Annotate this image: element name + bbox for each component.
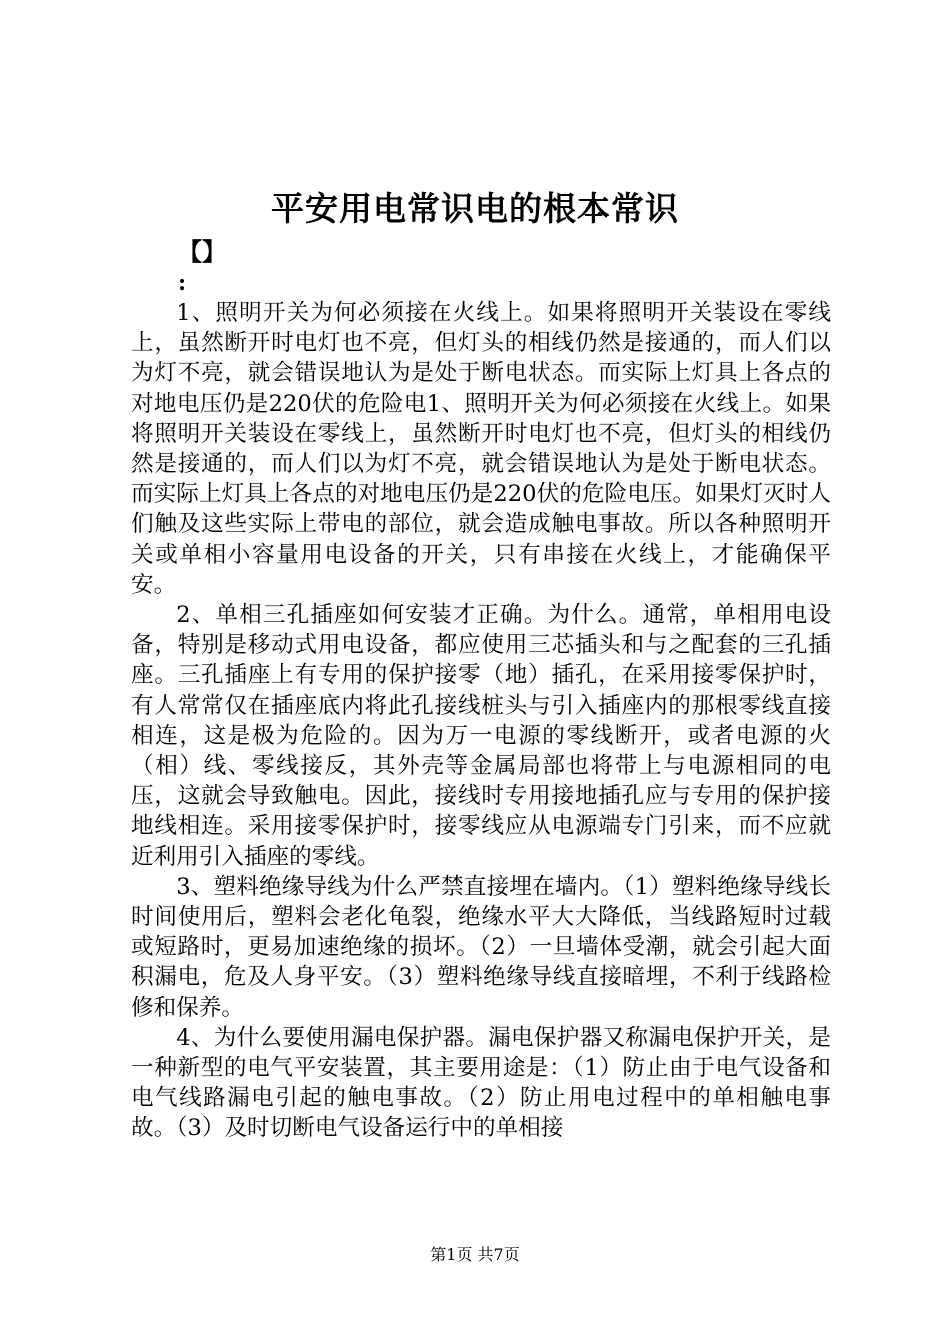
paragraph-4: 4、为什么要使用漏电保护器。漏电保护器又称漏电保护开关，是一种新型的电气平安装置，其主要用途是：（1）防止由于电气设备和电气线路漏电引起的触电事故。（2）防止用电过程中的单相触电事故。（3）及时切断电气设备运行中的单相接 <box>131 1024 831 1142</box>
page-title: 平安用电常识电的根本常识 <box>271 189 679 228</box>
colon-marker: : <box>178 270 187 296</box>
page-footer: 第1页 共7页 <box>430 1245 520 1264</box>
paragraph-2: 2、单相三孔插座如何安装才正确。为什么。通常，单相用电设备，特别是移动式用电设备，都应使用三芯插头和与之配套的三孔插座。三孔插座上有专用的保护接零（地）插孔，在采用接零保护时，有人常常仅在插座底内将此孔接线桩头与引入插座内的那根零线直接相连，这是极为危险的。因为万一电源的零线断开，或者电源的火（相）线、零线接反，其外壳等金属局部也将带上与电源相同的电压，这就会导致触电。因此，接线时专用接地插孔应与专用的保护接地线相连。采用接零保护时，接零线应从电源端专门引来，而不应就近利用引入插座的零线。 <box>131 602 831 870</box>
bracket-marker: 【】 <box>178 237 226 266</box>
paragraph-1: 1、照明开关为何必须接在火线上。如果将照明开关装设在零线上，虽然断开时电灯也不亮，但灯头的相线仍然是接通的，而人们以为灯不亮，就会错误地认为是处于断电状态。而实际上灯具上各点的对地电压仍是220伏的危险电1、照明开关为何必须接在火线上。如果将照明开关装设在零线上，虽然断开时电灯也不亮，但灯头的相线仍然是接通的，而人们以为灯不亮，就会错误地认为是处于断电状态。而实际上灯具上各点的对地电压仍是220伏的危险电压。如果灯灭时人们触及这些实际上带电的部位，就会造成触电事故。所以各种照明开关或单相小容量用电设备的开关，只有串接在火线上，才能确保平安。 <box>131 300 831 598</box>
paragraph-3: 3、塑料绝缘导线为什么严禁直接埋在墙内。（1）塑料绝缘导线长时间使用后，塑料会老化龟裂，绝缘水平大大降低，当线路短时过载或短路时，更易加速绝缘的损坏。（2）一旦墙体受潮，就会引起大面积漏电，危及人身平安。（3）塑料绝缘导线直接暗埋，不利于线路检修和保养。 <box>131 873 831 1021</box>
body-text <box>131 298 831 1144</box>
